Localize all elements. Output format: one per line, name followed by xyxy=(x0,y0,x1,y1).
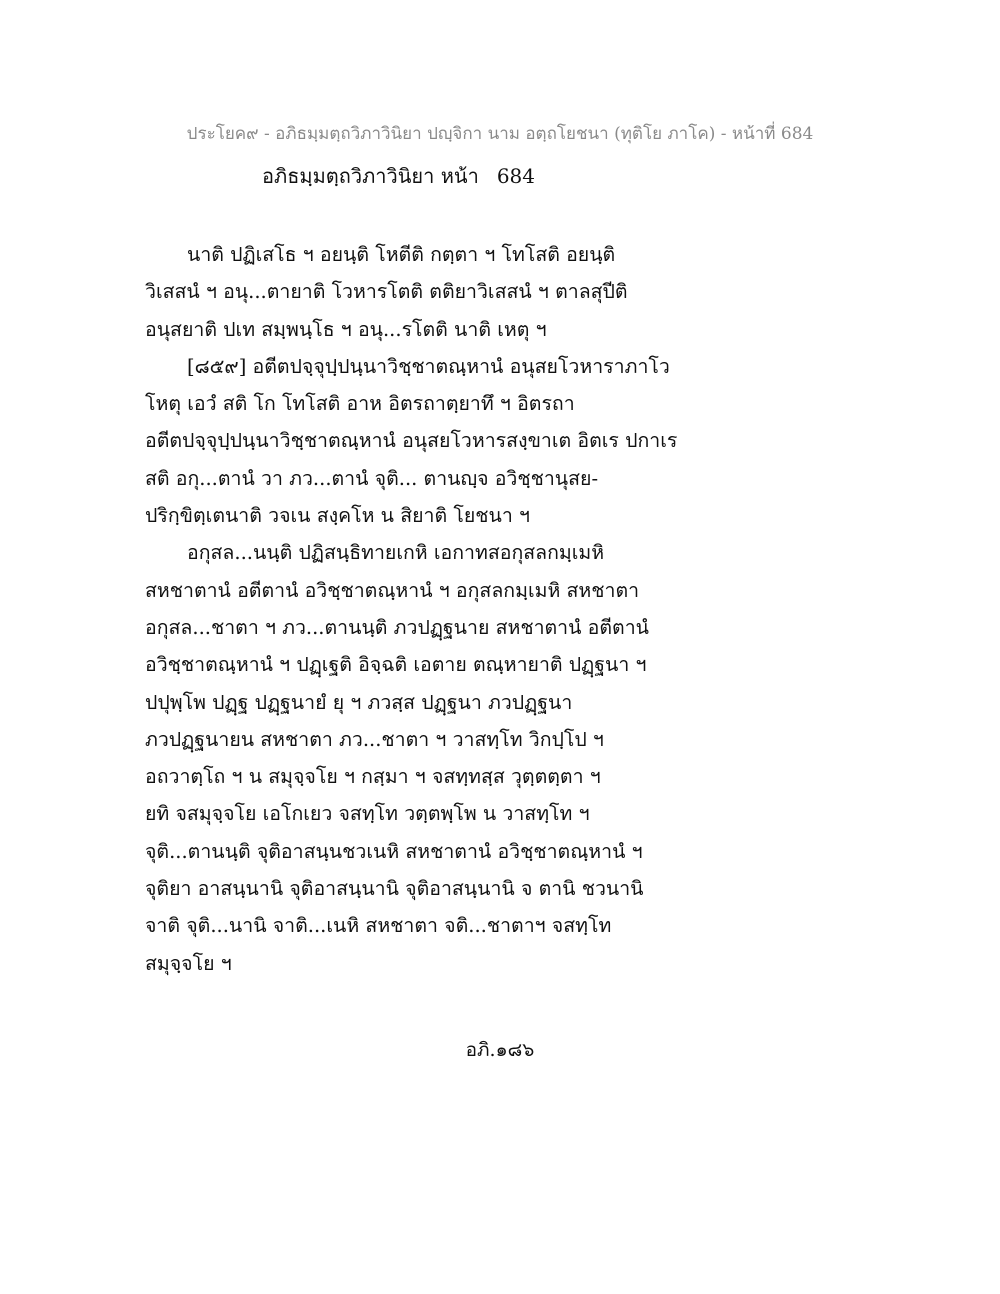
page-heading-title: อภิธมฺมตฺถวิภาวินิยา หน้า xyxy=(262,164,479,188)
text-line: อถวาตฺโถ ฯ น สมุจฺจโย ฯ กสฺมา ฯ จสทฺทสฺส วุตฺตตฺตา ฯ xyxy=(145,765,601,789)
text-line: สหชาตานํ อตีตานํ อวิชฺชาตณฺหานํ ฯ อกุสลกมฺเมหิ สหชาตา xyxy=(145,578,640,602)
text-line: ภวปฏฺฐนายน สหชาตา ภว...ชาตา ฯ วาสทฺโท วิกปฺโป ฯ xyxy=(145,727,604,751)
text-line: สมุจฺจโย ฯ xyxy=(145,951,232,975)
text-line: โหตุ เอวํ สติ โก โทโสติ อาห อิตรถาตฺยาทึ ฯ อิตรถา xyxy=(145,392,575,416)
text-line: ยทิ จสมุจฺจโย เอโกเยว จสทฺโท วตฺตพฺโพ น วาสทฺโท ฯ xyxy=(145,802,590,826)
text-line: สติ อกุ...ตานํ วา ภว...ตานํ จุติ... ตานญฺจ อวิชฺชานุสย- xyxy=(145,466,599,490)
text-line: จุติยา อาสนฺนานิ จุติอาสนฺนานิ จุติอาสนฺนานิ จ ตานิ ชวนานิ xyxy=(145,877,644,901)
text-line: [๘๕๙] อตีตปจฺจุปฺปนฺนาวิชฺชาตณฺหานํ อนุสยโวหาราภาโว xyxy=(187,354,670,378)
text-line: นาติ ปฏิเสโธ ฯ อยนฺติ โหตีติ กตฺตา ฯ โทโสติ อยนฺติ xyxy=(187,243,616,266)
text-line: อนุสยาติ ปเท สมฺพนฺโธ ฯ อนุ...รโตติ นาติ เหตุ ฯ xyxy=(145,317,547,341)
text-line: จุติ...ตานนฺติ จุติอาสนฺนชวเนหิ สหชาตานํ อวิชฺชาตณฺหานํ ฯ xyxy=(145,839,643,863)
running-header: ประโยค๙ - อภิธมฺมตฺถวิภาวินิยา ปญฺจิกา นาม อตฺถโยชนา (ทุติโย ภาโค) - หน้าที่ 684 xyxy=(186,124,814,144)
page-heading xyxy=(262,160,535,192)
page-number: 684 xyxy=(496,164,535,188)
text-line: ปปุพฺโพ ปฏฺฐ ปฏฺฐนายํ ยุ ฯ ภวสฺส ปฏฺฐนา ภวปฏฺฐนา xyxy=(145,690,573,714)
footer-code: อภิ.๑๘๖ xyxy=(465,1039,535,1061)
text-line: อวิชฺชาตณฺหานํ ฯ ปฏฺเฐติ อิจฺฉติ เอตาย ตณฺหายาติ ปฏฺฐนา ฯ xyxy=(145,653,647,677)
text-line: ปริกฺขิตฺเตนาติ วจเน สงฺคโห น สิยาติ โยชนา ฯ xyxy=(145,504,530,528)
text-line: อกุสล...นนฺติ ปฏิสนฺธิทายเกหิ เอกาทสอกุสลกมฺเมหิ xyxy=(187,541,605,565)
text-line: วิเสสนํ ฯ อนุ...ตายาติ โวหารโตติ ตติยาวิเสสนํ ฯ ตาลสุปีติ xyxy=(145,280,628,304)
text-line: อตีตปจฺจุปฺปนฺนาวิชฺชาตณฺหานํ อนุสยโวหารสงฺขาเต อิตเร ปกาเร xyxy=(145,429,678,453)
body-text xyxy=(145,236,678,982)
text-line: จาติ จุติ...นานิ จาติ...เนหิ สหชาตา จติ...ชาตาฯ จสทฺโท xyxy=(145,914,612,938)
text-line: อกุสล...ชาตา ฯ ภว...ตานนฺติ ภวปฏฺฐนาย สหชาตานํ อตีตานํ xyxy=(145,615,649,639)
